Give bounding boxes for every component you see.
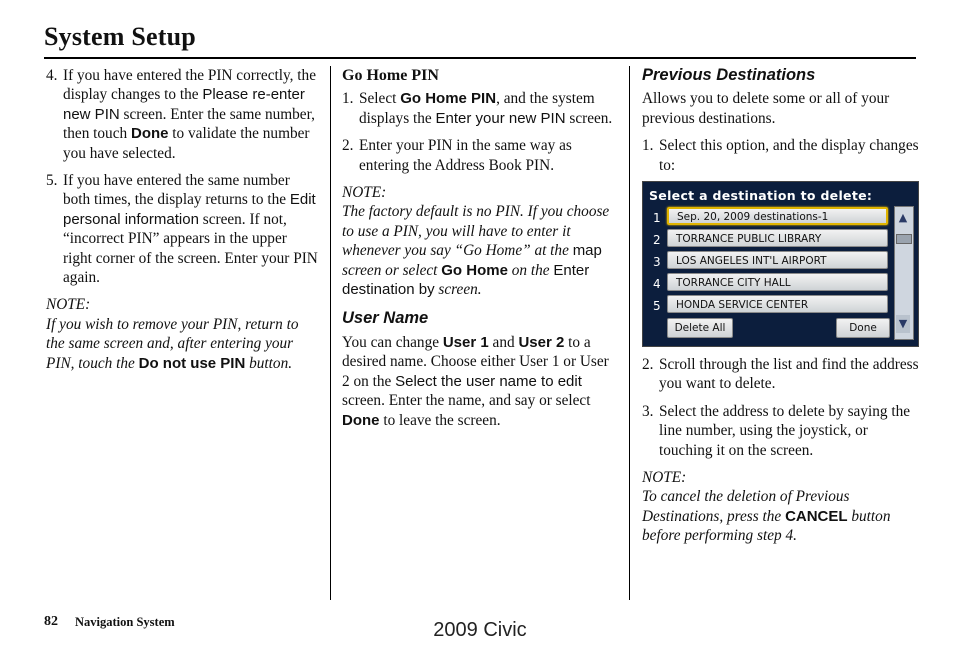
destination-row — [643, 251, 918, 271]
step-text: screen. If not, “incorrect PIN” appears in the upper right corner of the screen. Enter your PIN again. — [63, 210, 318, 287]
button-name: Do not use PIN — [138, 354, 246, 372]
column-1 — [46, 66, 318, 373]
step-text: If you have entered the same number both times, the display returns to the — [63, 172, 290, 209]
step-4 — [46, 66, 318, 163]
step-5 — [46, 171, 318, 287]
step-number: 1. — [642, 137, 654, 155]
step-text: Enter your PIN in the same way as entering the Address Book PIN. — [359, 137, 572, 174]
step-number: 5. — [46, 172, 58, 190]
note-label: NOTE: — [642, 469, 687, 487]
step-text: screen. — [565, 109, 613, 127]
title-rule — [44, 57, 916, 59]
button-name: CANCEL — [785, 507, 848, 525]
nav-screen-image — [642, 181, 919, 347]
screen-name: Please re-enter new PIN — [63, 86, 305, 123]
step-number: 2. — [342, 137, 354, 155]
step-1 — [342, 89, 617, 128]
destination-button[interactable]: HONDA SERVICE CENTER — [667, 295, 888, 313]
delete-all-button[interactable]: Delete All — [667, 318, 733, 338]
step-3 — [642, 402, 920, 460]
section-heading-go-home-pin: Go Home PIN — [342, 67, 439, 84]
note-text — [342, 202, 617, 299]
row-number: 1 — [653, 211, 661, 226]
done-button[interactable]: Done — [836, 318, 890, 338]
note-part: screen or select — [342, 261, 442, 279]
footer-label: Navigation System — [75, 615, 175, 629]
note-part: screen. — [434, 281, 482, 299]
step-text: Select — [359, 90, 401, 108]
row-number: 2 — [653, 233, 661, 248]
step-number: 2. — [642, 356, 654, 374]
destination-row — [643, 229, 918, 249]
para-part: screen. Enter the name, and say or select — [342, 392, 591, 410]
para-part: You can change — [342, 333, 443, 351]
step-1 — [642, 136, 920, 175]
step-2 — [642, 355, 920, 394]
step-text: Select this option, and the display changes to: — [659, 137, 919, 174]
nav-screen-header: Select a destination to delete: — [649, 188, 873, 204]
column-divider — [629, 66, 630, 600]
destination-row — [643, 207, 918, 227]
destination-button[interactable]: Sep. 20, 2009 destinations-1 — [667, 207, 888, 225]
step-number: 4. — [46, 67, 58, 84]
note-part: button. — [245, 354, 293, 372]
section-heading-previous-destinations: Previous Destinations — [642, 66, 816, 84]
intro-text: Allows you to delete some or all of your previous destinations. — [642, 90, 890, 127]
note-label: NOTE: — [342, 184, 387, 202]
step-number: 1. — [342, 90, 354, 108]
user-name-text — [342, 333, 617, 430]
note-part: button before performing step 4. — [642, 507, 891, 545]
step-2 — [342, 136, 617, 175]
note-part: To cancel the deletion of Previous Destinations, press the — [642, 488, 850, 525]
step-text: Select the address to delete by saying the line number, using the joystick, or touching it on the screen. — [659, 402, 911, 459]
page-number: 82 — [44, 614, 58, 629]
para-part: to leave the screen. — [379, 411, 501, 429]
note-part: If you wish to remove your PIN, return to the same screen and, after entering your PIN, touch the — [46, 315, 299, 372]
note-text — [46, 315, 318, 373]
screen-name: Select the user name to edit — [395, 372, 582, 390]
screen-name: Edit personal information — [63, 191, 316, 228]
step-text: Scroll through the list and find the address you want to delete. — [659, 356, 919, 393]
note-part: The factory default is no PIN. If you choose to use a PIN, you will have to enter it whenever you say “Go Home” at the — [342, 203, 610, 260]
column-2 — [342, 66, 617, 438]
screen-name: Enter destination by — [342, 261, 590, 299]
column-3 — [642, 66, 920, 546]
watermark: 2009 Civic — [433, 619, 527, 641]
row-number: 3 — [653, 255, 661, 270]
scrollbar[interactable] — [894, 206, 914, 340]
step-text: If you have entered the PIN correctly, the display changes to the — [63, 67, 316, 104]
destination-row — [643, 295, 918, 315]
step-number: 3. — [642, 402, 654, 420]
column-divider — [330, 66, 331, 600]
section-heading-user-name: User Name — [342, 309, 429, 328]
destination-button[interactable]: TORRANCE CITY HALL — [667, 273, 888, 291]
option-name: Go Home — [441, 261, 508, 279]
destination-button[interactable]: TORRANCE PUBLIC LIBRARY — [667, 229, 888, 247]
screen-name: Enter your new PIN — [435, 109, 566, 127]
option-name: User 2 — [518, 333, 565, 351]
step-text: to validate the number you have selected. — [63, 125, 310, 162]
page-title: System Setup — [44, 22, 196, 51]
button-name: Done — [342, 411, 380, 429]
step-text: , and the system displays the — [359, 90, 595, 127]
option-name: Go Home PIN — [400, 90, 497, 108]
scroll-thumb[interactable] — [896, 234, 912, 244]
para-part: to a desired name. Choose either User 1 or User 2 on the — [342, 333, 609, 390]
destination-button[interactable]: LOS ANGELES INT'L AIRPORT — [667, 251, 888, 269]
destination-row — [643, 273, 918, 293]
screen-name: map — [572, 242, 602, 260]
note-label: NOTE: — [46, 296, 91, 314]
option-name: User 1 — [442, 333, 489, 351]
note-text — [642, 487, 920, 545]
step-text: screen. Enter the same number, then touch — [63, 105, 315, 143]
scroll-up-icon[interactable]: ▲ — [898, 211, 908, 225]
row-number: 4 — [653, 277, 661, 292]
button-name: Done — [130, 125, 169, 143]
note-part: on the — [507, 261, 554, 279]
para-part: and — [488, 333, 519, 351]
row-number: 5 — [653, 299, 661, 314]
scroll-down-icon[interactable]: ▼ — [896, 315, 910, 333]
